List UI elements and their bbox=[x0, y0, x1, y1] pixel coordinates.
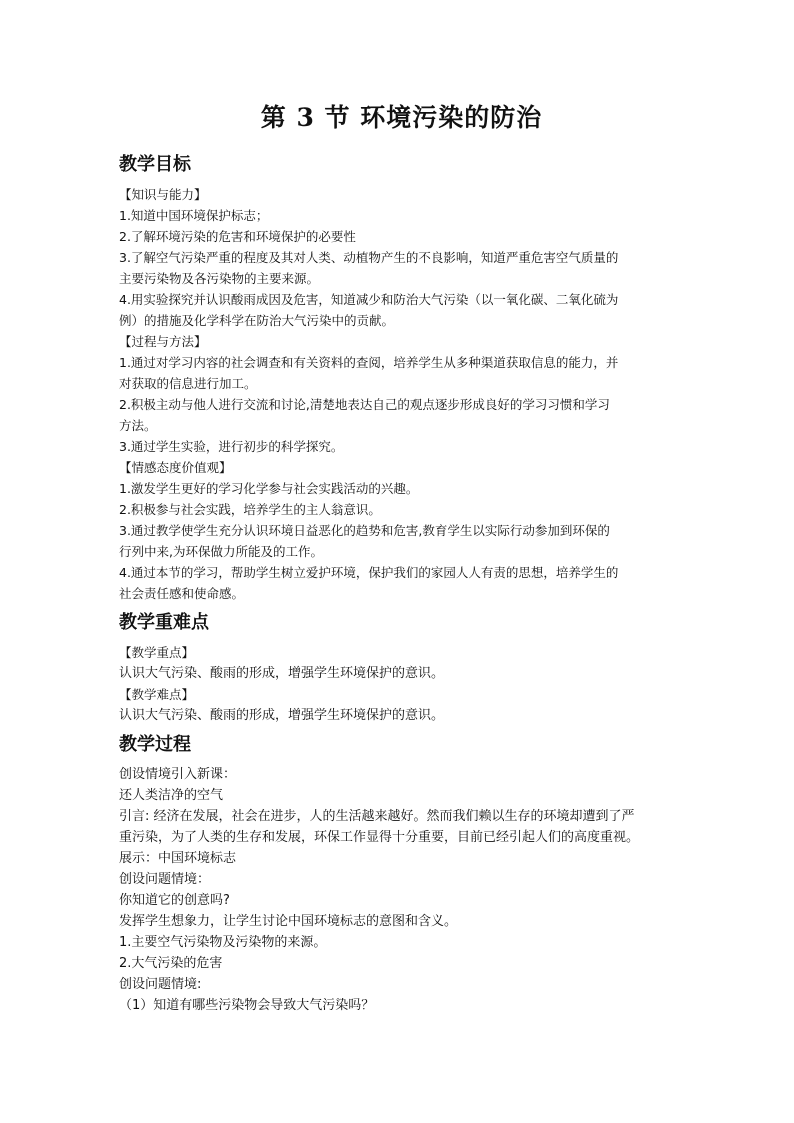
paragraph-line: 创设情境引入新课： bbox=[119, 767, 237, 782]
teaching-focus-text: 认识大气污染、酸雨的形成，增强学生环境保护的意识。 bbox=[119, 666, 445, 681]
paragraph-line: 还人类洁净的空气 bbox=[119, 788, 224, 803]
paragraph-line: 3.了解空气污染严重的程度及其对人类、动植物产生的不良影响，知道严重危害空气质量的 bbox=[119, 250, 619, 265]
label-emotion-values: 【情感态度价值观】 bbox=[119, 460, 232, 475]
label-knowledge: 【知识与能力】 bbox=[119, 187, 207, 202]
paragraph-line: 你知道它的创意吗? bbox=[119, 893, 230, 908]
paragraph-line: 引言: 经济在发展，社会在进步，人的生活越来越好。然而我们赖以生存的环境却遭到了严 bbox=[119, 809, 635, 824]
paragraph-line: 社会责任感和使命感。 bbox=[119, 586, 245, 601]
label-process-method: 【过程与方法】 bbox=[119, 334, 207, 349]
paragraph-line: 2.积极主动与他人进行交流和讨论,清楚地表达自己的观点逐步形成良好的学习习惯和学习 bbox=[119, 397, 610, 412]
paragraph-line: 发挥学生想象力，让学生讨论中国环境标志的意图和含义。 bbox=[119, 914, 458, 929]
paragraph-line: 1.知道中国环境保护标志； bbox=[119, 208, 269, 223]
teaching-difficulty-text: 认识大气污染、酸雨的形成，增强学生环境保护的意识。 bbox=[119, 708, 445, 723]
paragraph-line: 1.激发学生更好的学习化学参与社会实践活动的兴趣。 bbox=[119, 481, 419, 496]
paragraph-line: 1.通过对学习内容的社会调查和有关资料的查阅，培养学生从多种渠道获取信息的能力，并 bbox=[119, 355, 619, 370]
paragraph-line: 3.通过学生实验，进行初步的科学探究。 bbox=[119, 439, 344, 454]
paragraph-line: 方法。 bbox=[119, 418, 157, 433]
paragraph-line: 4.通过本节的学习，帮助学生树立爱护环境，保护我们的家园人人有责的思想，培养学生的 bbox=[119, 565, 619, 580]
paragraph-line: 2.积极参与社会实践，培养学生的主人翁意识。 bbox=[119, 502, 381, 517]
paragraph-line: 展示：中国环境标志 bbox=[119, 851, 237, 866]
label-teaching-difficulty: 【教学难点】 bbox=[119, 687, 195, 702]
paragraph-line: 创设问题情境: bbox=[119, 977, 202, 992]
paragraph-line: 2.大气污染的危害 bbox=[119, 956, 223, 971]
paragraph-line: 创设问题情境： bbox=[119, 872, 211, 887]
paragraph-line: 对获取的信息进行加工。 bbox=[119, 376, 257, 391]
paragraph-line: 1.主要空气污染物及污染物的来源。 bbox=[119, 935, 327, 950]
paragraph-line: 重污染，为了人类的生存和发展，环保工作显得十分重要，目前已经引起人们的高度重视。 bbox=[119, 830, 640, 845]
paragraph-line: 4.用实验探究并认识酸雨成因及危害，知道减少和防治大气污染（以一氧化碳、二氧化硫为 bbox=[119, 292, 619, 307]
paragraph-line: （1）知道有哪些污染物会导致大气污染吗？ bbox=[119, 998, 375, 1013]
paragraph-line: 2.了解环境污染的危害和环境保护的必要性 bbox=[119, 229, 356, 244]
paragraph-line: 主要污染物及各污染物的主要来源。 bbox=[119, 271, 320, 286]
paragraph-line: 行列中来,为环保做力所能及的工作。 bbox=[119, 544, 323, 559]
section-heading-objectives: 教学目标 bbox=[119, 154, 191, 175]
document-title: 第 3 节 环境污染的防治 bbox=[260, 103, 543, 132]
paragraph-line: 3.通过教学使学生充分认识环境日益恶化的趋势和危害,教育学生以实际行动参加到环保的 bbox=[119, 523, 610, 538]
section-heading-key-points: 教学重难点 bbox=[119, 612, 209, 633]
paragraph-line: 例）的措施及化学科学在防治大气污染中的贡献。 bbox=[119, 313, 395, 328]
label-teaching-focus: 【教学重点】 bbox=[119, 645, 195, 660]
section-heading-teaching-process: 教学过程 bbox=[119, 734, 191, 755]
